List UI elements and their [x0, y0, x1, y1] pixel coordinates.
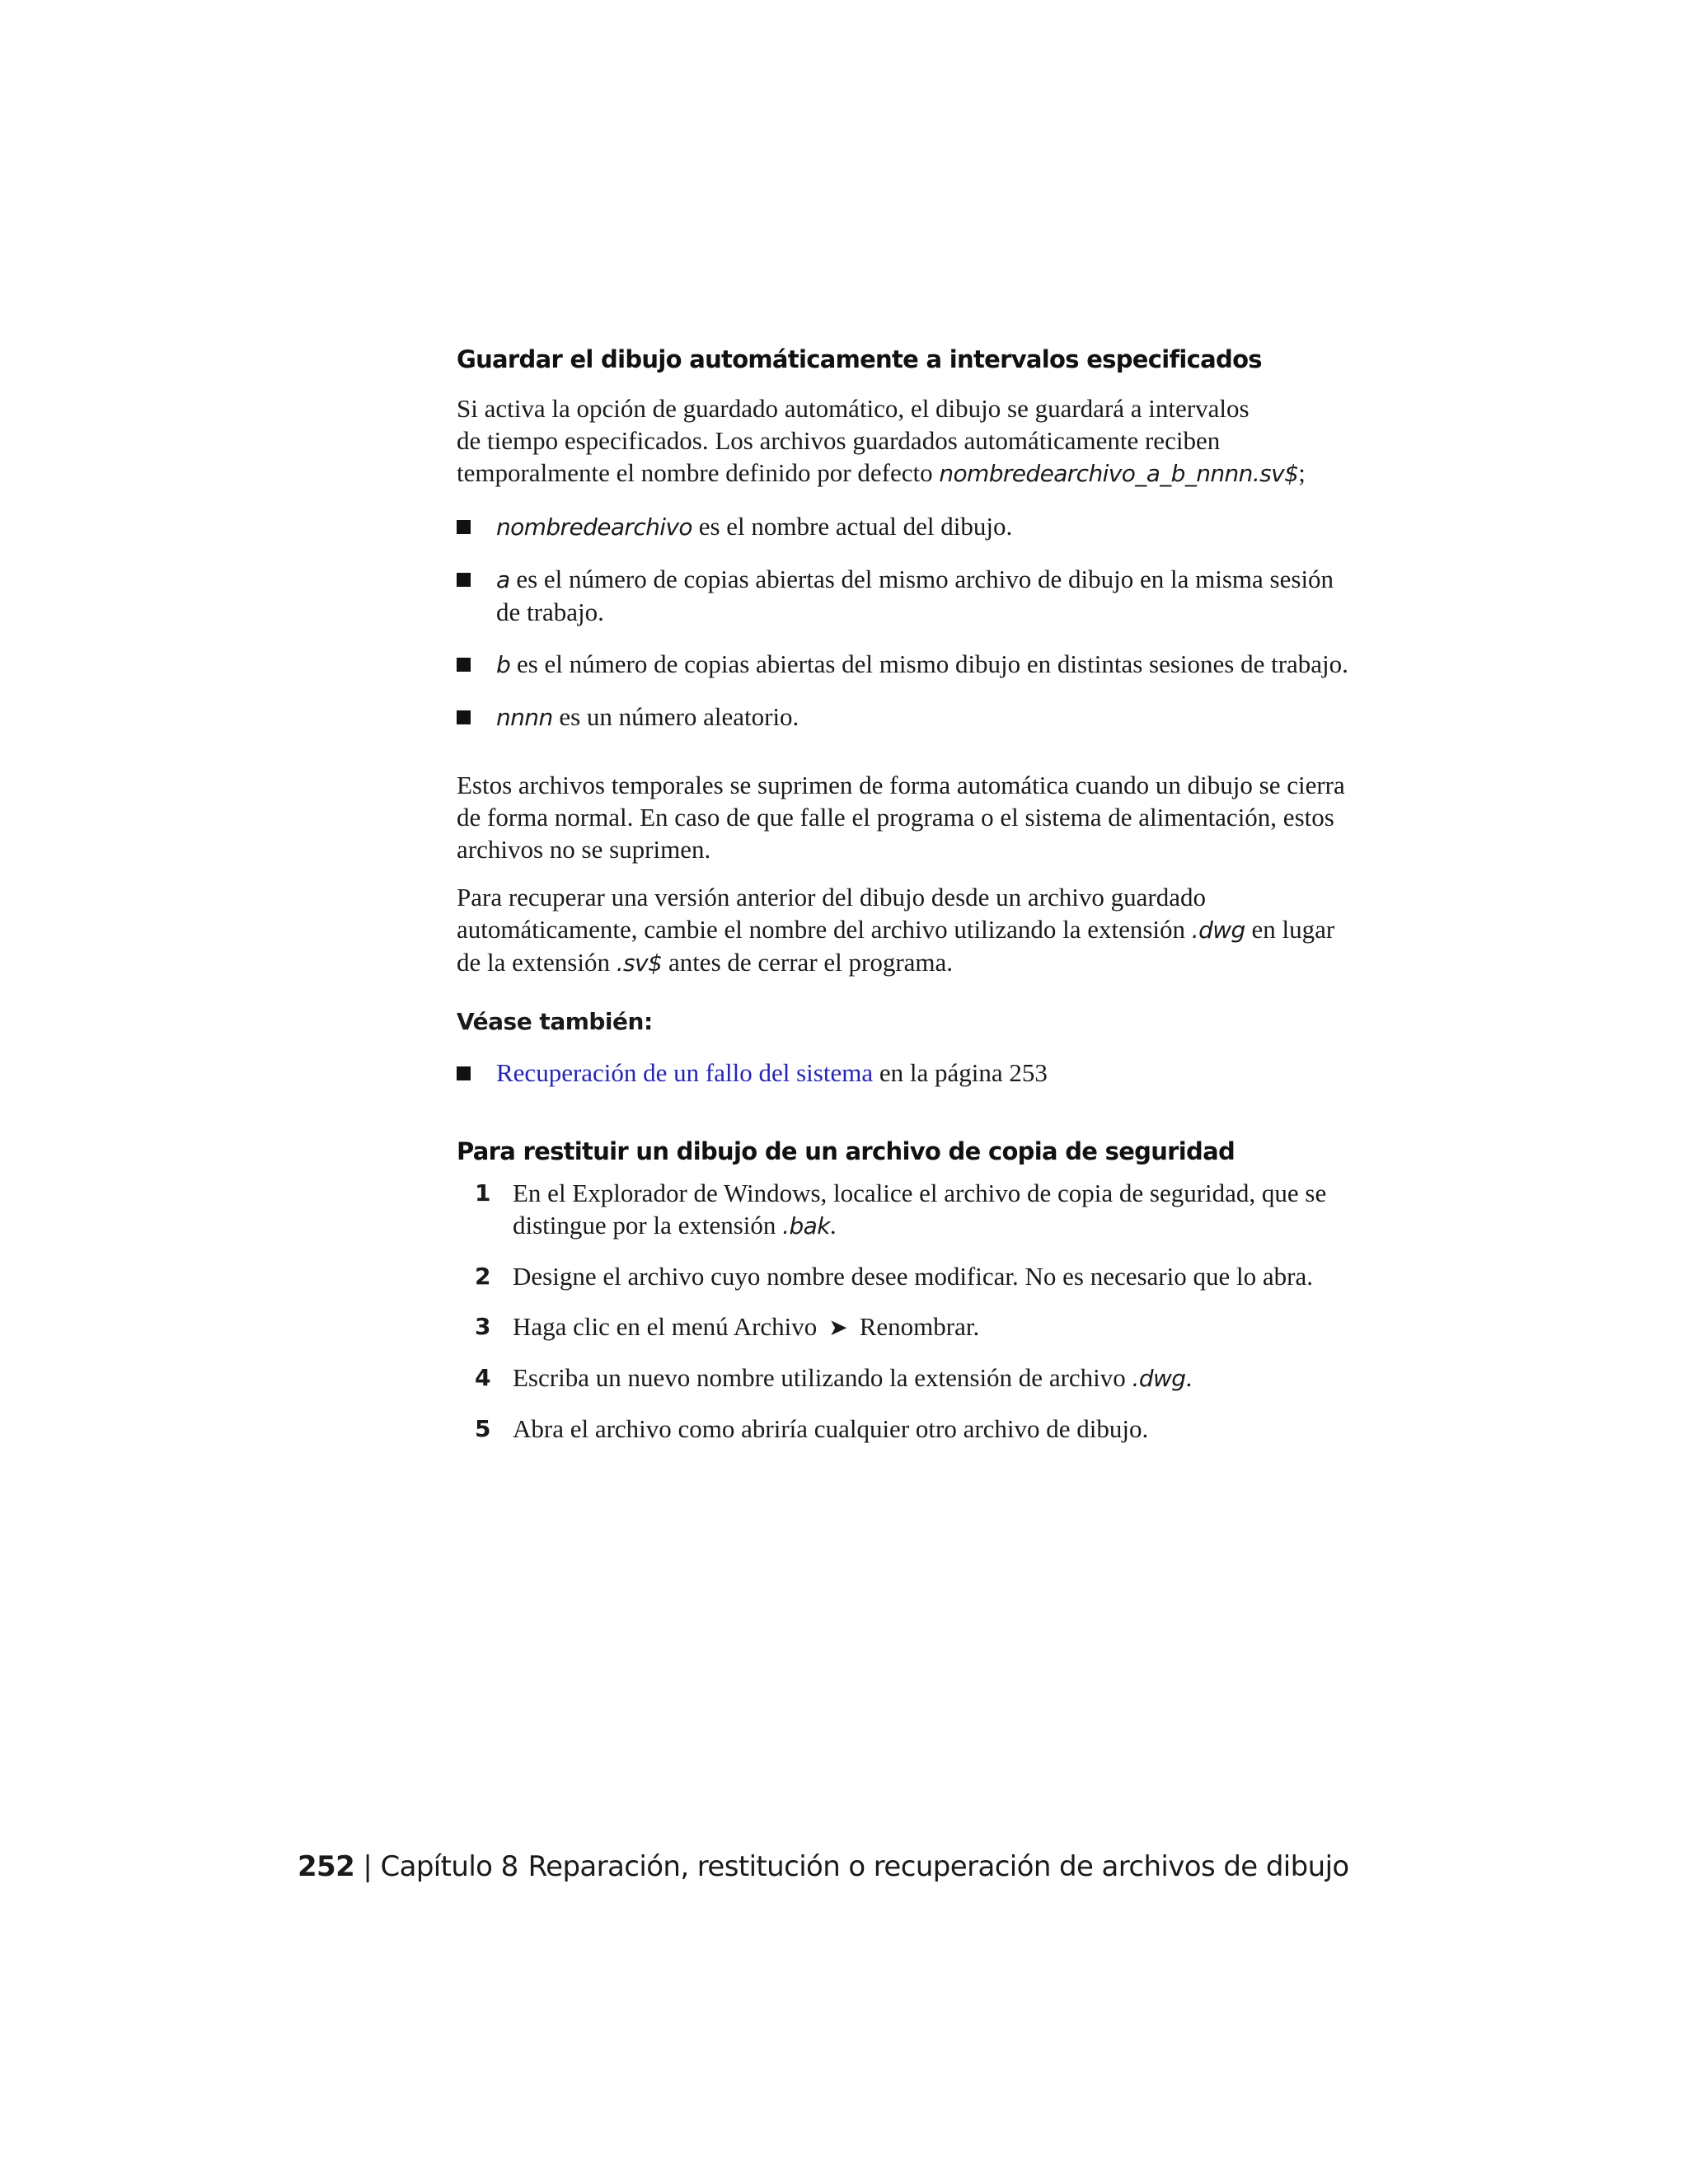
- footer-separator: |: [354, 1850, 381, 1883]
- system-failure-recovery-link[interactable]: Recuperación de un fallo del sistema: [496, 1058, 874, 1087]
- bullet-square-icon: [457, 573, 471, 587]
- term: a: [496, 566, 510, 593]
- term: nnnn: [496, 704, 553, 731]
- intro-paragraph: [457, 392, 1355, 490]
- intro-line-1: Si activa la opción de guardado automático, el dibujo se guardará a intervalos: [457, 394, 1250, 423]
- step-text: Abra el archivo como abriría cualquier otro archivo de dibujo.: [513, 1414, 1149, 1443]
- chapter-label: Capítulo 8: [380, 1850, 518, 1883]
- recover-text-2: en lugar de la extensión: [457, 915, 1335, 977]
- see-also-list: [457, 1057, 1355, 1089]
- bullet-square-icon: [457, 658, 471, 672]
- page-number: 252: [298, 1850, 355, 1883]
- list-item: [457, 701, 1355, 733]
- dwg-extension: .dwg: [1191, 916, 1245, 944]
- step-number: 2: [475, 1263, 491, 1290]
- term: b: [496, 651, 511, 678]
- bullet-square-icon: [457, 710, 471, 724]
- recover-text-1: Para recuperar una versión anterior del dibujo desde un archivo guardado automáticamente, cambie el nombre del archivo utilizando la extensión: [457, 883, 1206, 944]
- bak-extension: .bak: [782, 1212, 830, 1240]
- dwg-extension: .dwg: [1132, 1365, 1186, 1392]
- intro-line-2: de tiempo especificados. Los archivos guardados automáticamente reciben: [457, 426, 1221, 455]
- step-text: Haga clic en el menú Archivo: [513, 1312, 818, 1341]
- step-item: [457, 1413, 1355, 1445]
- recover-paragraph: [457, 881, 1355, 979]
- step-item: [457, 1177, 1355, 1242]
- section-heading-restore-backup: Para restituir un dibujo de un archivo de copia de seguridad: [457, 1137, 1236, 1165]
- term-description: es el nombre actual del dibujo.: [692, 512, 1013, 541]
- list-item: [457, 563, 1355, 628]
- step-item: [457, 1310, 1355, 1343]
- menu-arrow-icon: ➤: [828, 1314, 848, 1341]
- list-item: [457, 510, 1355, 543]
- page-reference: en la página 253: [873, 1058, 1048, 1087]
- step-item: [457, 1361, 1355, 1394]
- list-item: [457, 648, 1355, 681]
- step-end: .: [829, 1211, 837, 1240]
- page-footer: [298, 1849, 1349, 1885]
- step-item: [457, 1260, 1355, 1292]
- term-description: es un número aleatorio.: [552, 702, 799, 731]
- step-text: En el Explorador de Windows, localice el archivo de copia de seguridad, que se distingue por la extensión: [513, 1179, 1327, 1240]
- term-description: es el número de copias abiertas del mismo archivo de dibujo en la misma sesión de trabajo.: [496, 565, 1334, 626]
- list-item: [457, 1057, 1355, 1089]
- see-also-label: Véase también:: [457, 1008, 653, 1035]
- default-filename: nombredearchivo_a_b_nnnn.sv$: [939, 460, 1299, 487]
- recover-text-3: antes de cerrar el programa.: [662, 948, 954, 977]
- step-number: 4: [475, 1364, 491, 1391]
- restore-steps-list: [457, 1177, 1355, 1445]
- intro-line-3-end: ;: [1298, 458, 1306, 487]
- bullet-square-icon: [457, 1066, 471, 1080]
- bullet-square-icon: [457, 520, 471, 534]
- section-heading-autosave: Guardar el dibujo automáticamente a intervalos especificados: [457, 345, 1262, 373]
- step-text: Designe el archivo cuyo nombre desee modificar. No es necesario que lo abra.: [513, 1262, 1313, 1291]
- intro-line-3: temporalmente el nombre definido por defecto: [457, 458, 940, 487]
- term-description: es el número de copias abiertas del mismo dibujo en distintas sesiones de trabajo.: [510, 649, 1348, 678]
- step-number: 3: [475, 1313, 491, 1340]
- step-number: 1: [475, 1179, 491, 1207]
- menu-command: Renombrar.: [859, 1312, 980, 1341]
- step-end: .: [1185, 1363, 1193, 1392]
- term: nombredearchivo: [496, 513, 692, 541]
- sv-extension: .sv$: [616, 949, 663, 977]
- filename-parts-list: [457, 510, 1355, 733]
- step-number: 5: [475, 1415, 491, 1442]
- chapter-title: Reparación, restitución o recuperación de archivos de dibujo: [528, 1850, 1349, 1883]
- step-text: Escriba un nuevo nombre utilizando la extensión de archivo: [513, 1363, 1132, 1392]
- page-content: [457, 344, 1355, 1445]
- temp-files-paragraph: Estos archivos temporales se suprimen de forma automática cuando un dibujo se cierra de forma normal. En caso de que falle el programa o el sistema de alimentación, estos archivos no se suprimen.: [457, 771, 1345, 864]
